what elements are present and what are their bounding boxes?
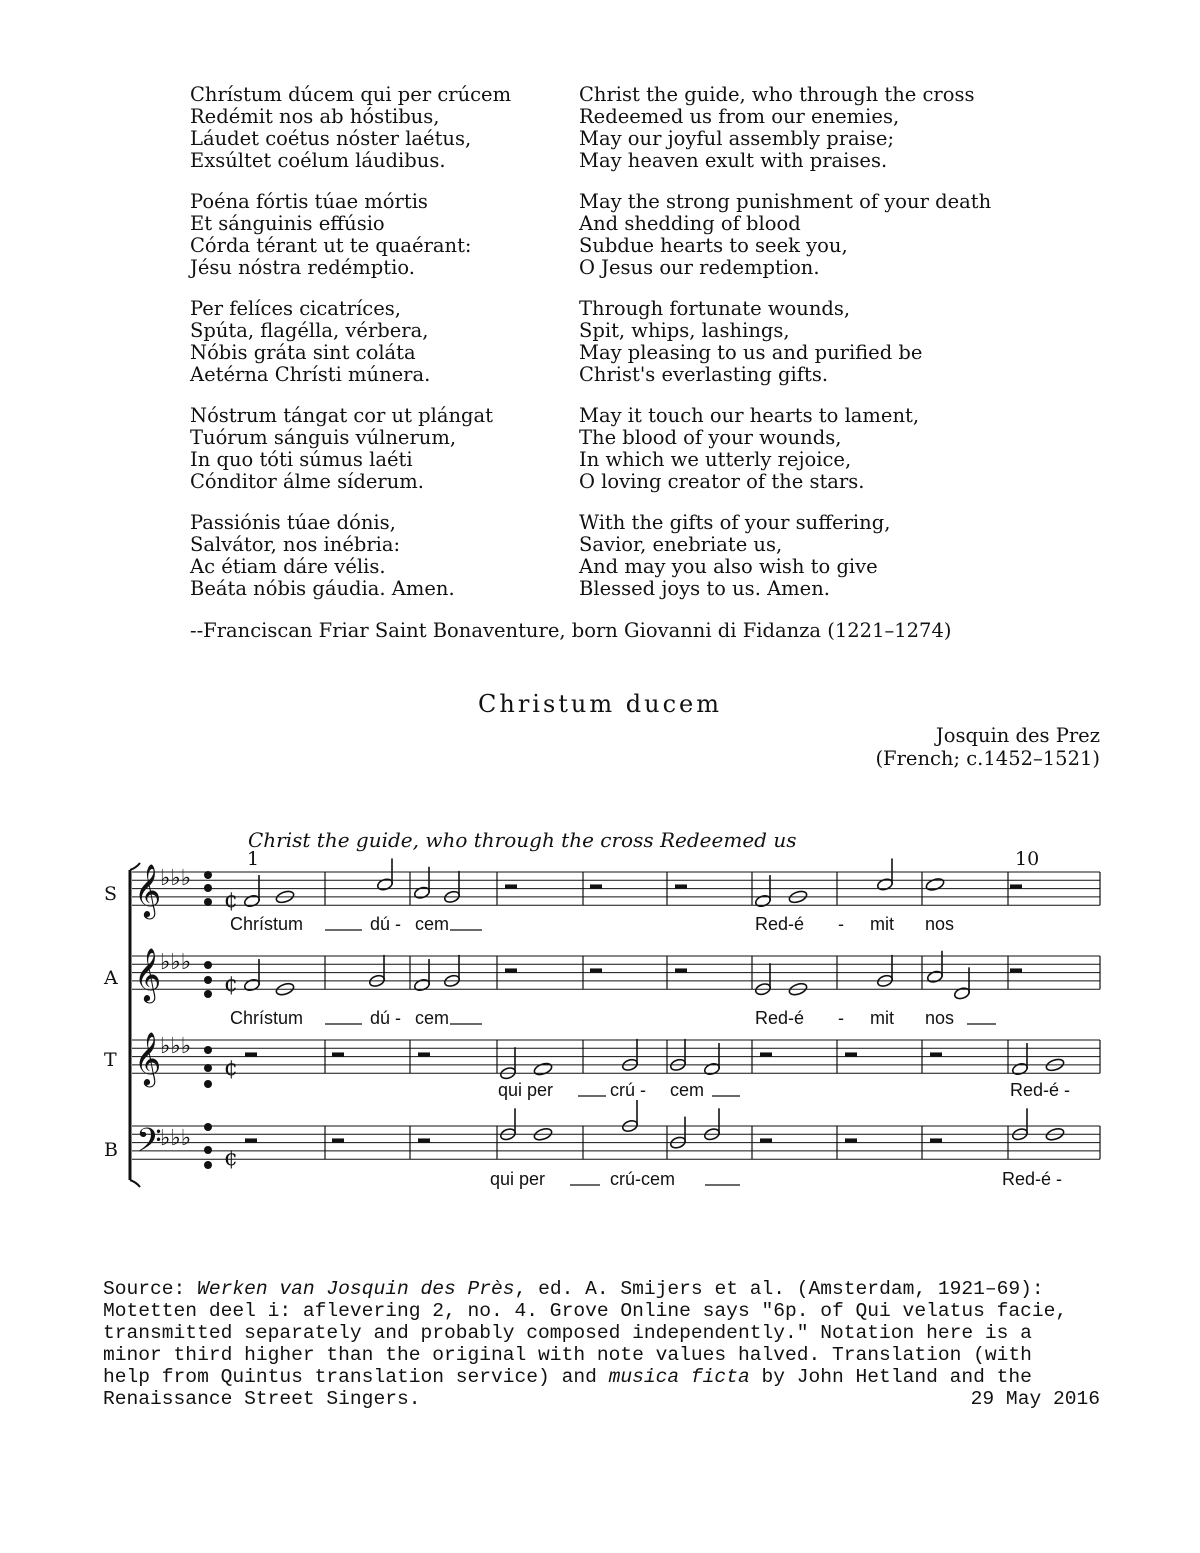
whole-rest — [245, 1138, 257, 1142]
english-line: May the strong punishment of your death — [579, 190, 992, 213]
lyric-tenor-3: cem — [670, 1080, 705, 1100]
source-title: Werken van Josquin des Près — [197, 1278, 515, 1300]
lyric-alto-7: nos — [925, 1008, 955, 1028]
english-line: O Jesus our redemption. — [579, 256, 820, 279]
voice-label-soprano: S — [104, 883, 118, 905]
bass-clef: 𝄢 — [136, 1122, 162, 1168]
whole-rest — [930, 1052, 942, 1056]
rests — [245, 884, 1022, 1142]
english-line: Christ's everlasting gifts. — [579, 363, 829, 386]
lyric-alto-6: mit — [870, 1008, 894, 1028]
lyric-extender-lines — [325, 930, 996, 1185]
english-line: Spit, whips, lashings, — [579, 319, 790, 342]
half-note — [953, 986, 970, 1000]
english-line: The blood of your wounds, — [579, 426, 842, 449]
english-line: May pleasing to us and purified be — [579, 341, 923, 364]
whole-rest — [760, 1052, 772, 1056]
lyric-bass-2: crú-cem — [610, 1169, 676, 1189]
whole-note — [925, 877, 945, 892]
stanza-english — [579, 512, 890, 600]
latin-line: Nóstrum tángat cor ut plángat — [190, 404, 494, 427]
composer-block — [875, 724, 1100, 770]
source-text: help from Quintus translation service) and — [103, 1366, 609, 1388]
latin-line: Spúta, flagélla, vérbera, — [190, 319, 429, 342]
latin-line: Salvátor, nos inébria: — [190, 533, 401, 556]
music-score — [100, 820, 1105, 1195]
source-text: Renaissance Street Singers. — [103, 1388, 421, 1410]
lyric-alto-2: dú - — [370, 1008, 402, 1028]
treble-clef-alto: 𝄞 — [134, 947, 162, 1001]
half-note — [703, 1062, 720, 1076]
english-line: O loving creator of the stars. — [579, 470, 865, 493]
composer-name: Josquin des Prez — [935, 724, 1100, 747]
latin-line: Tuórum sánguis vúlnerum, — [190, 426, 457, 449]
whole-rest — [505, 968, 517, 972]
latin-line: Per felíces cicatríces, — [190, 297, 401, 320]
poem-stanza — [190, 298, 1090, 386]
lyric-alto-3: cem — [415, 1008, 450, 1028]
latin-line: Exsúltet coélum láudibus. — [190, 149, 446, 172]
poem-stanza — [190, 512, 1090, 600]
time-signature-bass: ¢ — [224, 1146, 238, 1171]
latin-line: Redémit nos ab hóstibus, — [190, 105, 440, 128]
stanza-english — [579, 405, 919, 493]
lyric-soprano-5: - — [838, 914, 844, 934]
poem-stanza — [190, 84, 1090, 172]
stanza-latin — [190, 84, 579, 172]
lyric-tenor-2: crú - — [610, 1080, 646, 1100]
english-line: Blessed joys to us. Amen. — [579, 577, 830, 600]
lyric-alto-1: Chrístum — [230, 1008, 304, 1028]
source-text: minor third higher than the original with note values halved. Translation (with — [103, 1344, 1032, 1366]
latin-line: Et sánguinis effúsio — [190, 212, 385, 235]
english-line: May it touch our hearts to lament, — [579, 404, 920, 427]
lyric-bass-3: Red-é - — [1002, 1169, 1063, 1189]
composer-info: (French; c.1452–1521) — [875, 747, 1100, 770]
latin-line: Jésu nóstra redémptio. — [190, 256, 415, 279]
lyric-soprano-4: Red-é — [755, 914, 805, 934]
incipit-markers — [204, 871, 212, 1169]
whole-rest — [675, 968, 687, 972]
lyric-tenor-1: qui per — [498, 1080, 554, 1100]
source-text: by John Hetland and the — [749, 1366, 1032, 1388]
lyric-soprano-2: dú - — [370, 914, 402, 934]
half-note — [876, 877, 893, 891]
whole-rest — [675, 884, 687, 888]
stanza-latin — [190, 512, 579, 600]
stanza-latin — [190, 298, 579, 386]
stanza-english — [579, 191, 991, 279]
poem-attribution: --Franciscan Friar Saint Bonaventure, born Giovanni di Fidanza (1221–1274) — [190, 619, 952, 642]
latin-line: Láudet coétus nóster laétus, — [190, 127, 472, 150]
stanza-english — [579, 298, 922, 386]
half-note — [243, 978, 260, 992]
lyric-bass-1: qui per — [490, 1169, 546, 1189]
latin-line: Chrístum dúcem qui per crúcem — [190, 83, 512, 106]
source-note — [103, 1278, 1100, 1410]
source-text: Motetten deel i: aflevering 2, no. 4. Grove Online says "6p. of Qui velatus facie, — [103, 1300, 1068, 1322]
lyric-soprano-7: nos — [925, 914, 955, 934]
whole-rest — [760, 1138, 772, 1142]
poem-stanza — [190, 191, 1090, 279]
half-note — [376, 877, 393, 891]
treble-clef-soprano: 𝄞 — [134, 863, 162, 917]
english-line: And shedding of blood — [579, 212, 801, 235]
source-musica-ficta: musica ficta — [608, 1366, 750, 1388]
latin-line: Beáta nóbis gáudia. Amen. — [190, 577, 455, 600]
voice-label-bass: B — [104, 1139, 118, 1161]
poem-stanza — [190, 405, 1090, 493]
source-date: 29 May 2016 — [970, 1388, 1100, 1410]
whole-rest — [505, 884, 517, 888]
english-line: Subdue hearts to seek you, — [579, 234, 848, 257]
latin-line: Ac étiam dáre vélis. — [190, 555, 386, 578]
key-signature-alto: ♭♭♭ — [160, 950, 192, 975]
notes — [243, 858, 1065, 1149]
whole-rest — [930, 1138, 942, 1142]
latin-line: Poéna fórtis túae mórtis — [190, 190, 428, 213]
key-signature-soprano: ♭♭♭ — [160, 866, 192, 891]
whole-rest — [332, 1138, 344, 1142]
score-translation-line: Christ the guide, who through the cross Redeemed us — [248, 828, 797, 852]
english-line: May heaven exult with praises. — [579, 149, 888, 172]
treble-clef-tenor: 𝄞 — [134, 1031, 162, 1085]
half-note — [413, 978, 430, 992]
half-note — [1011, 1062, 1028, 1076]
source-text: , ed. A. Smijers et al. (Amsterdam, 1921–69): — [514, 1278, 1044, 1300]
voice-label-alto: A — [104, 967, 118, 989]
whole-rest — [1010, 884, 1022, 888]
english-line: Christ the guide, who through the cross — [579, 83, 975, 106]
whole-rest — [590, 884, 602, 888]
latin-line: Nóbis gráta sint coláta — [190, 341, 416, 364]
half-note — [243, 894, 260, 908]
lyric-tenor-4: Red-é - — [1010, 1080, 1071, 1100]
piece-title: Christum ducem — [478, 690, 722, 718]
measure-number-1: 1 — [247, 848, 260, 870]
stanza-latin — [190, 405, 579, 493]
measure-number-10: 10 — [1015, 848, 1040, 870]
lyric-alto-4: Red-é — [755, 1008, 805, 1028]
voice-label-tenor: T — [104, 1049, 117, 1071]
latin-line: In quo tóti súmus laéti — [190, 448, 413, 471]
whole-rest — [418, 1138, 430, 1142]
time-signature-soprano: ¢ — [224, 888, 238, 913]
whole-rest — [845, 1052, 857, 1056]
whole-note — [533, 1061, 553, 1076]
whole-rest — [332, 1052, 344, 1056]
half-note — [926, 970, 943, 984]
whole-rest — [1010, 968, 1022, 972]
lyric-soprano-6: mit — [870, 914, 894, 934]
whole-rest — [418, 1052, 430, 1056]
english-line: And may you also wish to give — [579, 555, 878, 578]
whole-rest — [590, 968, 602, 972]
whole-rest — [845, 1138, 857, 1142]
english-line: Redeemed us from our enemies, — [579, 105, 900, 128]
latin-line: Aetérna Chrísti múnera. — [190, 363, 431, 386]
stanza-english — [579, 84, 974, 172]
source-text: Source: — [103, 1278, 198, 1300]
lyric-alto-5: - — [838, 1008, 844, 1028]
key-signature-tenor: ♭♭♭ — [160, 1034, 192, 1059]
english-line: In which we utterly rejoice, — [579, 448, 852, 471]
english-line: Savior, enebriate us, — [579, 533, 783, 556]
stanza-latin — [190, 191, 579, 279]
key-signature-bass: ♭♭♭ — [160, 1126, 192, 1151]
half-note — [413, 886, 430, 900]
english-line: With the gifts of your suffering, — [579, 511, 891, 534]
latin-line: Passiónis túae dónis, — [190, 511, 396, 534]
source-text: transmitted separately and probably composed independently." Notation here is a — [103, 1322, 1032, 1344]
time-signature-tenor: ¢ — [224, 1056, 238, 1081]
lyric-soprano-1: Chrístum — [230, 914, 304, 934]
whole-rest — [245, 1052, 257, 1056]
english-line: Through fortunate wounds, — [579, 297, 851, 320]
english-line: May our joyful assembly praise; — [579, 127, 895, 150]
latin-line: Córda térant ut te quaérant: — [190, 234, 472, 257]
half-note — [754, 894, 771, 908]
poem-text — [190, 84, 1090, 619]
time-signature-alto: ¢ — [224, 972, 238, 997]
lyric-soprano-3: cem — [415, 914, 450, 934]
latin-line: Cónditor álme síderum. — [190, 470, 424, 493]
